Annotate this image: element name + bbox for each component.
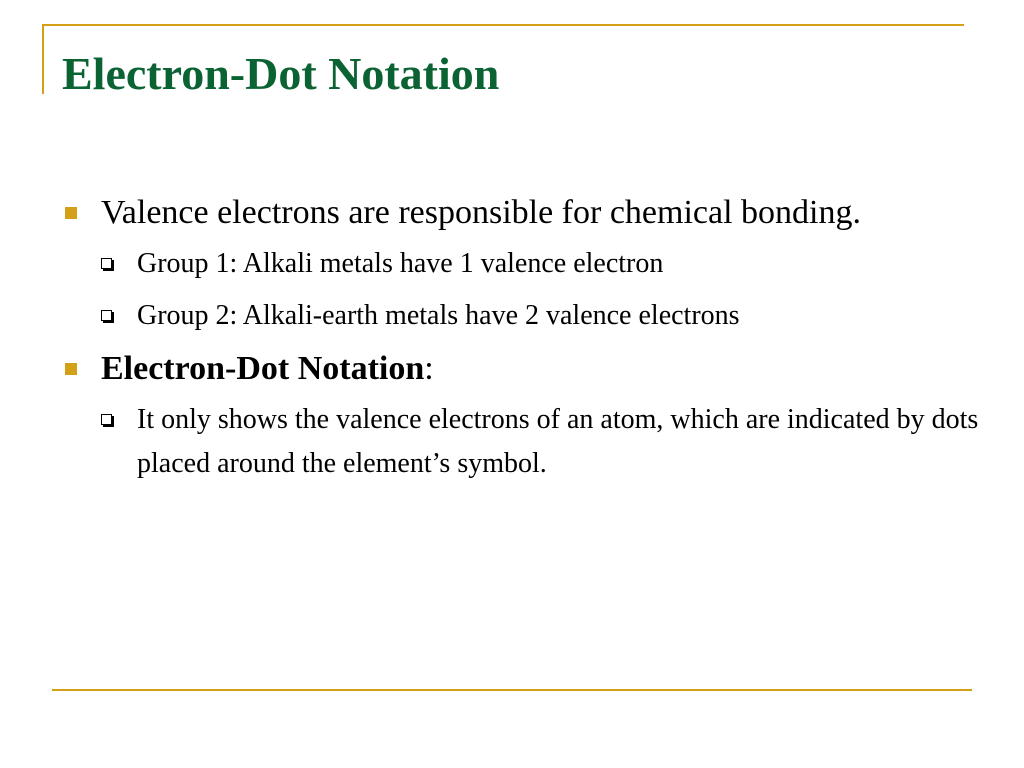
bullet-valence-electrons <box>62 190 982 236</box>
subbullet-text: Group 1: Alkali metals have 1 valence electron <box>137 248 664 279</box>
subbullet-group-1 <box>62 242 982 286</box>
hollow-square-bullet-icon <box>101 414 112 425</box>
subbullet-group-2 <box>62 294 982 338</box>
frame-top-line <box>42 24 964 26</box>
hollow-square-bullet-icon <box>101 310 112 321</box>
bullet-bold-text: Electron-Dot Notation <box>101 350 425 387</box>
square-bullet-icon <box>65 207 77 219</box>
square-bullet-icon <box>65 363 77 375</box>
subbullet-text: It only shows the valence electrons of an atom, which are indicated by dots placed around the element’s symbol. <box>137 404 979 479</box>
bullet-suffix: : <box>424 350 434 387</box>
hollow-square-bullet-icon <box>101 258 112 269</box>
frame-bottom-line <box>52 689 972 691</box>
subbullet-dot-description <box>62 398 982 486</box>
slide-title: Electron-Dot Notation <box>62 48 500 99</box>
bullet-text: Valence electrons are responsible for chemical bonding. <box>101 194 861 231</box>
slide-content <box>62 190 982 494</box>
frame-left-line <box>42 24 44 94</box>
bullet-electron-dot-notation <box>62 346 982 392</box>
subbullet-text: Group 2: Alkali-earth metals have 2 valence electrons <box>137 300 740 331</box>
